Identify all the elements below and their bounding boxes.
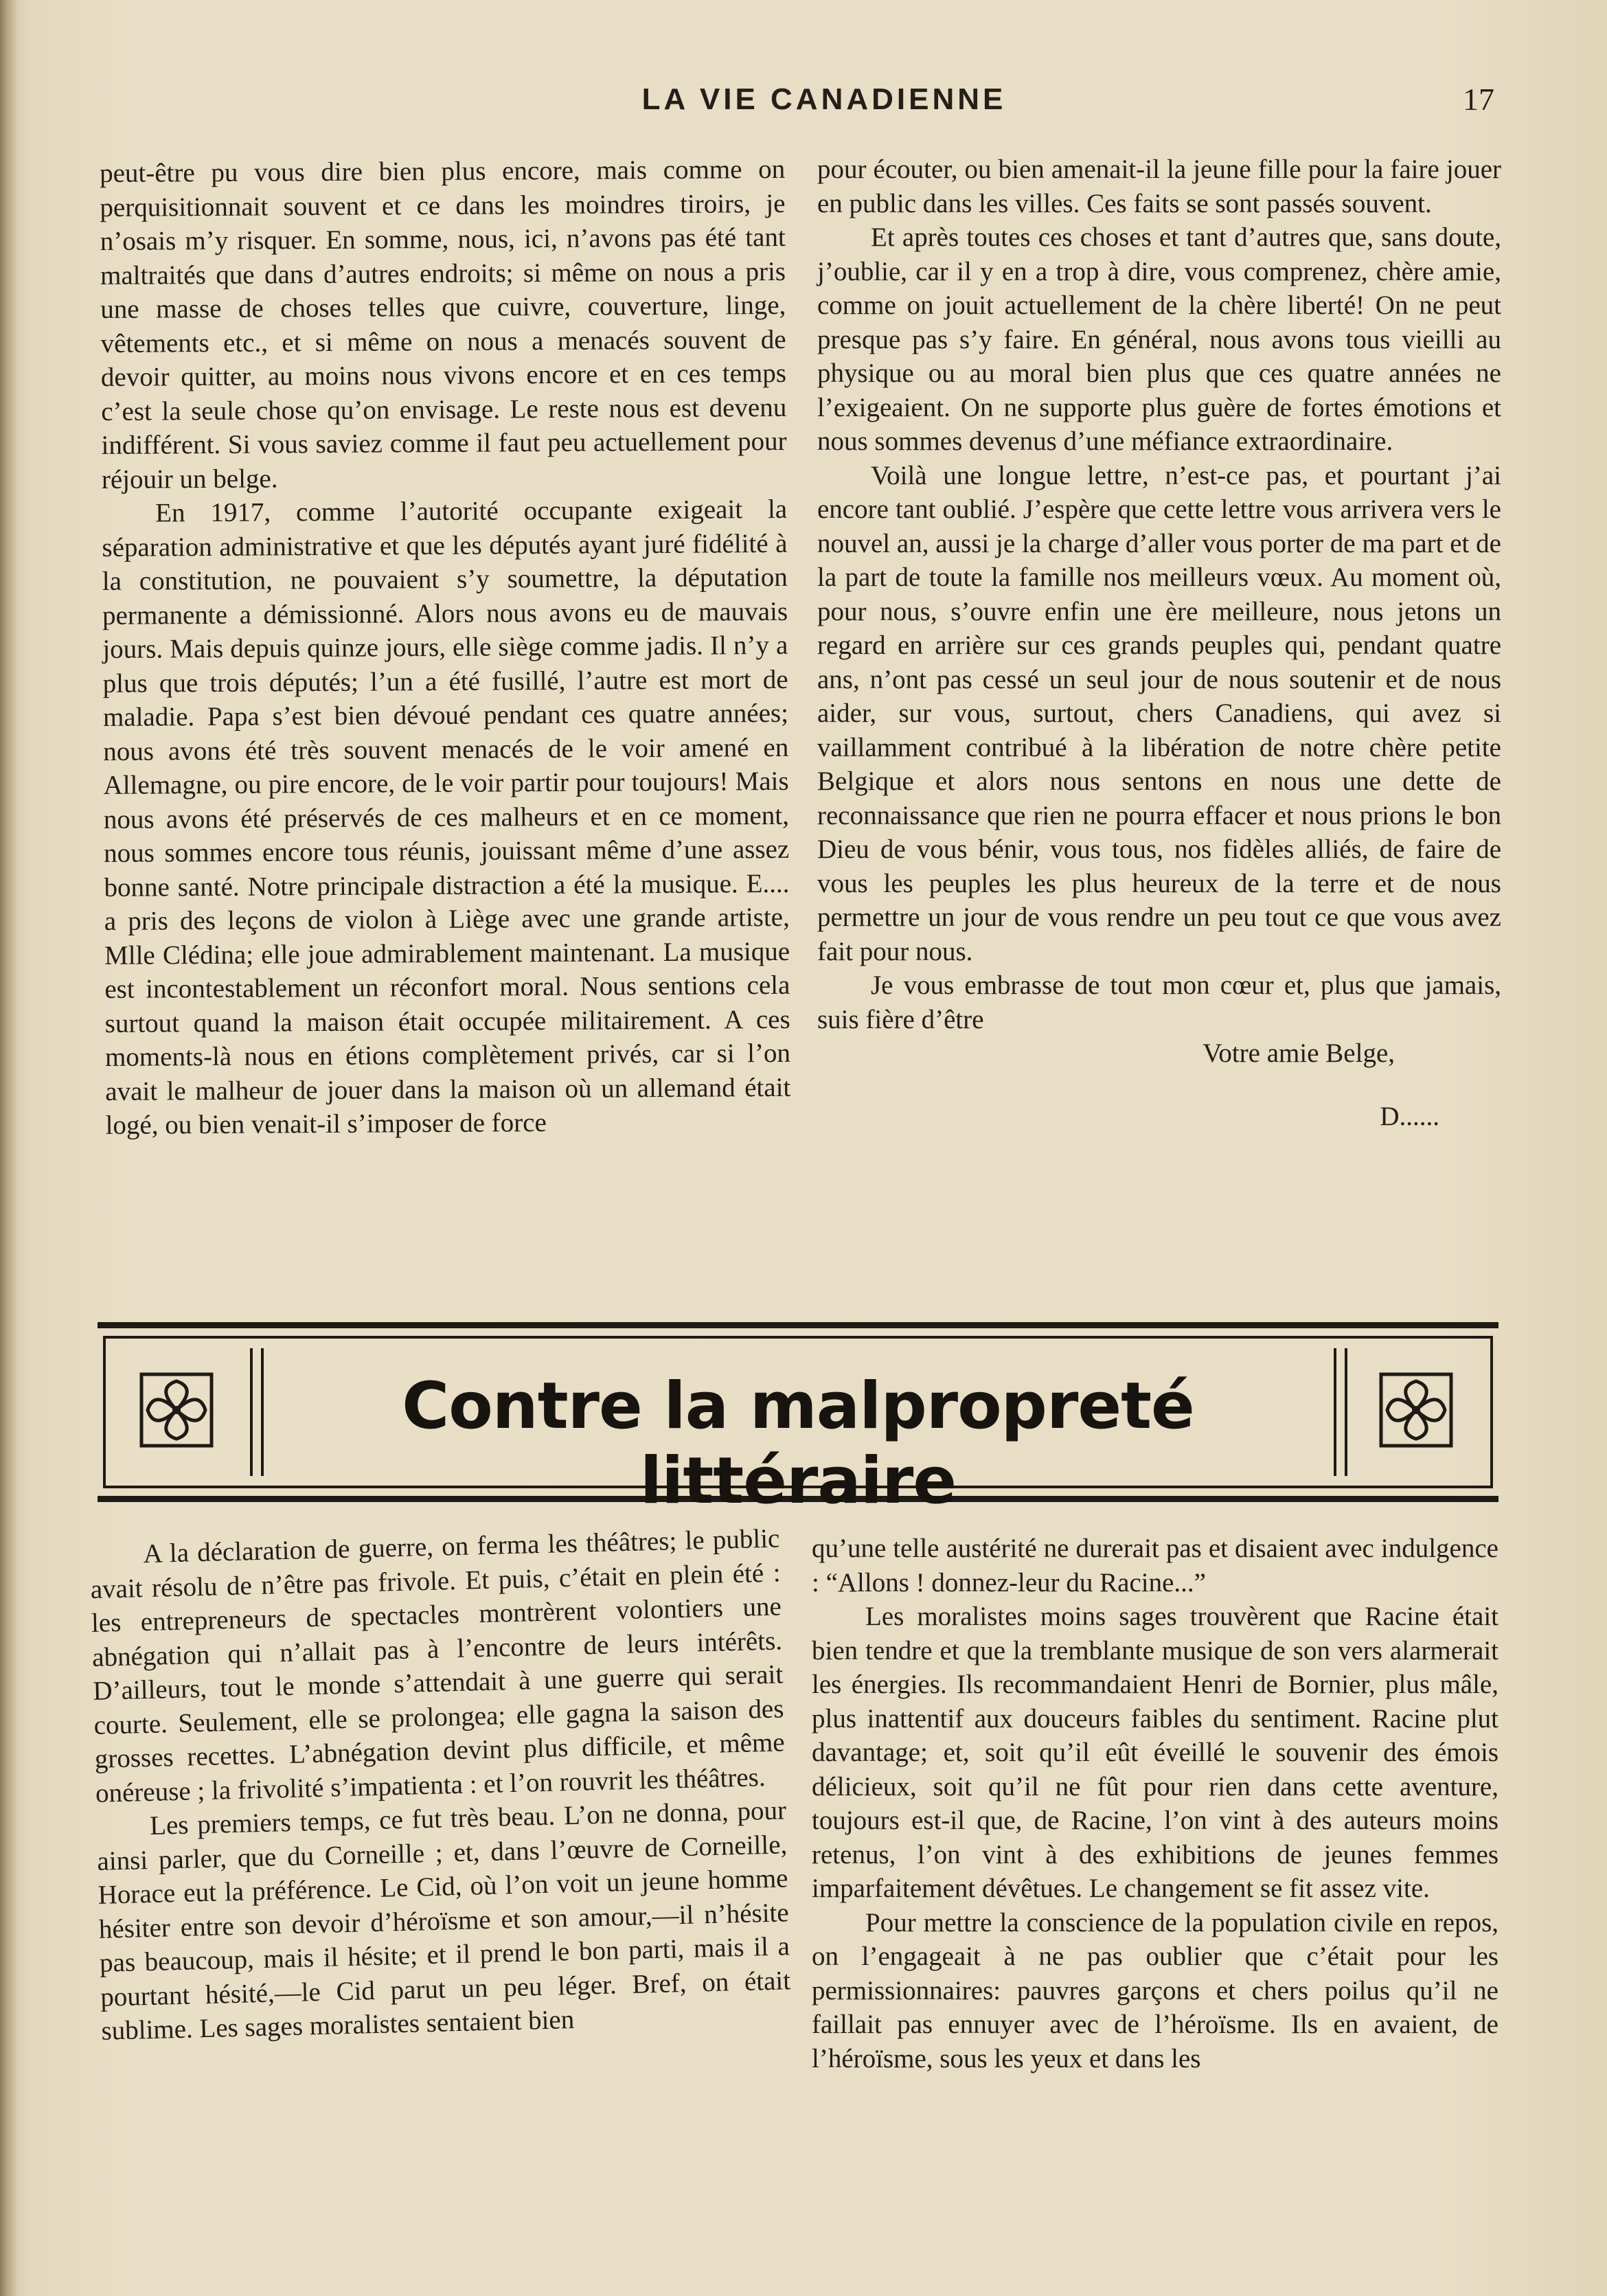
article-title: Contre la malpropreté littéraire — [402, 1369, 1194, 1519]
page-number: 17 — [1463, 82, 1494, 117]
letter-paragraph: peut-être pu vous dire bien plus encore, mais comme on perquisitionnait souvent et ce dans les moindres tiroirs, je n’osais m’y risquer. En somme, nous, ici, n’avons pas été tant maltraités que dans d’autres endroits; si même on nous a pris une masse de choses telles que cuivre, couverture, linge, vêtements etc., et si même on nous a menacés souvent de devoir quitter, au moins nous vivons encore et en ces temps c’est la seule chose qu’on envisage. Le reste nous est devenu indifférent. Si vous saviez comme il faut peu actuellement pour réjouir un belge. — [100, 154, 787, 495]
banner-divider-left — [250, 1348, 253, 1476]
quatrefoil-ornament-icon — [1378, 1372, 1454, 1448]
quatrefoil-ornament-icon — [139, 1372, 214, 1448]
letter-right-column — [817, 152, 1501, 1133]
banner-divider-right — [1345, 1348, 1347, 1476]
letter-signature: D...... — [1380, 1101, 1439, 1131]
letter-paragraph: pour écouter, ou bien amenait-il la jeune fille pour la faire jouer en public dans les villes. Ces faits se sont passés souvent. — [817, 155, 1501, 218]
letter-left-column — [100, 152, 791, 1143]
article-title-banner — [98, 1322, 1498, 1519]
letter-paragraph: Voilà une longue lettre, n’est-ce pas, et pourtant j’ai encore tant oublié. J’espère que cette lettre vous arrivera vers le nouvel an, aussi je la charge d’aller vous porter de ma part et de la part de toute la famille nos meilleurs vœux. Au moment où, pour nous, s’ouvre enfin une ère meilleure, nous jetons un regard en arrière sur ces grands peuples qui, pendant quatre ans, n’ont pas cessé un seul jour de nous soutenir et de nous aider, sur vous, surtout, chers Canadiens, qui avez si vaillamment contribué à la libération de notre chère petite Belgique et alors nous sentons en nous une dette de reconnaissance que rien ne pourra effacer et nous prions le bon Dieu de vous bénir, vous tous, nos fidèles alliés, de faire de vous les peuples les plus heureux de la terre et de nous permettre un jour de vous rendre un peu tout ce que vous avez fait pour nous. — [817, 460, 1501, 966]
article-paragraph: qu’une telle austérité ne durerait pas et disaient avec indulgence : “Allons ! donnez-leur du Racine...” — [812, 1534, 1498, 1598]
article-left-column — [89, 1521, 792, 2048]
letter-paragraph: En 1917, comme l’autorité occupante exigeait la séparation administrative et que les députés ayant juré fidélité à la constitution, ne pouvaient s’y soumettre, la députation permanente a démissionné. Alors nous avons eu de mauvais jours. Mais depuis quinze jours, elle siège comme jadis. Il n’y a plus que trois députés; l’un a été fusillé, l’autre est mort de maladie. Papa s’est bien dévoué pendant ces quatre années; nous avons été très souvent menacés de le voir amené en Allemagne, ou pire encore, de le voir partir pour toujours! Mais nous avons été préservés de ces malheurs et en ce moment, nous sommes encore tous réunis, jouissant même d’une assez bonne santé. Notre principale distraction a été la musique. E.... a pris des leçons de violon à Liège avec une grande artiste, Mlle Clédina; elle joue admirablement maintenant. La musique est incontestablement un réconfort moral. Nous sentions cela surtout quand la maison était occupée militairement. A ces moments-là nous en étions complètement privés, car si l’on avait le malheur de jouer dans la maison où un allemand était logé, ou bien venait-il s’imposer de force — [102, 494, 791, 1140]
article-paragraph: Les premiers temps, ce fut très beau. L’on ne donna, pour ainsi parler, que du Corneille ; et, dans l’œuvre de Corneille, Horace eut la préférence. Le Cid, où l’on voit un jeune homme hésiter entre son devoir d’héroïsme et son amour,—il n’hésite pas beaucoup, mais il hésite; et il prend le bon parti, mais il a pourtant hésité,—le Cid parut un peu léger. Bref, on était sublime. Les sages moralistes sentaient bien — [96, 1795, 791, 2046]
binding-spine — [0, 0, 18, 2296]
running-header: LA VIE CANADIENNE — [641, 82, 1007, 116]
article-paragraph: Pour mettre la conscience de la population civile en repos, on l’engageait à ne pas oublier que c’était pour les permissionnaires: pauvres garçons et chers poilus qu’il ne faillait pas ennuyer avec de l’héroïsme. Ils en avaient, de l’héroïsme, sous les yeux et dans les — [812, 1907, 1498, 2073]
letter-paragraph: Et après toutes ces choses et tant d’autres que, sans doute, j’oublie, car il y en a trop à dire, vous comprenez, chère amie, comme on jouit actuellement de la chère liberté! On ne peut presque pas s’y faire. En général, nous avons tous vieilli au physique ou au moral bien plus que ces quatre années ne l’exigeaient. On ne supporte plus guère de fortes émotions et nous sommes devenus d’une méfiance extraordinaire. — [817, 223, 1501, 456]
article-paragraph: Les moralistes moins sages trouvèrent que Racine était bien tendre et que la tremblante musique de son vers alarmerait les énergies. Ils recommandaient Henri de Bornier, plus mâle, plus inattentif aux douceurs faibles du sentiment. Racine plut davantage; et, soit qu’il eût éveillé le souvenir des émois délicieux, soit qu’il ne fût pour rien dans cette aventure, toujours est-il que, de Racine, l’on vint à des auteurs moins retenus, l’on vint à des exhibitions de jeunes femmes imparfaitement dévêtues. Le changement se fit assez vite. — [812, 1602, 1498, 1903]
article-right-column — [812, 1532, 1498, 2076]
article-paragraph: A la déclaration de guerre, on ferma les théâtres; le public avait résolu de n’être pas frivole. Et puis, c’était en plein été : les entrepreneurs de spectacles montrèrent volontiers une abnégation qui n’allait pas à l’encontre de leurs intérêts. D’ailleurs, tout le monde s’attendait à une guerre qui serait courte. Seulement, elle se prolongea; elle gagna la saison des grosses recettes. L’abnégation devint plus difficile, et même onéreuse ; la frivolité s’impatienta : et l’on rouvrit les théâtres. — [90, 1523, 786, 1808]
letter-paragraph: Je vous embrasse de tout mon cœur et, plus que jamais, suis fière d’être — [817, 970, 1501, 1034]
letter-closing: Votre amie Belge, — [1203, 1038, 1395, 1068]
